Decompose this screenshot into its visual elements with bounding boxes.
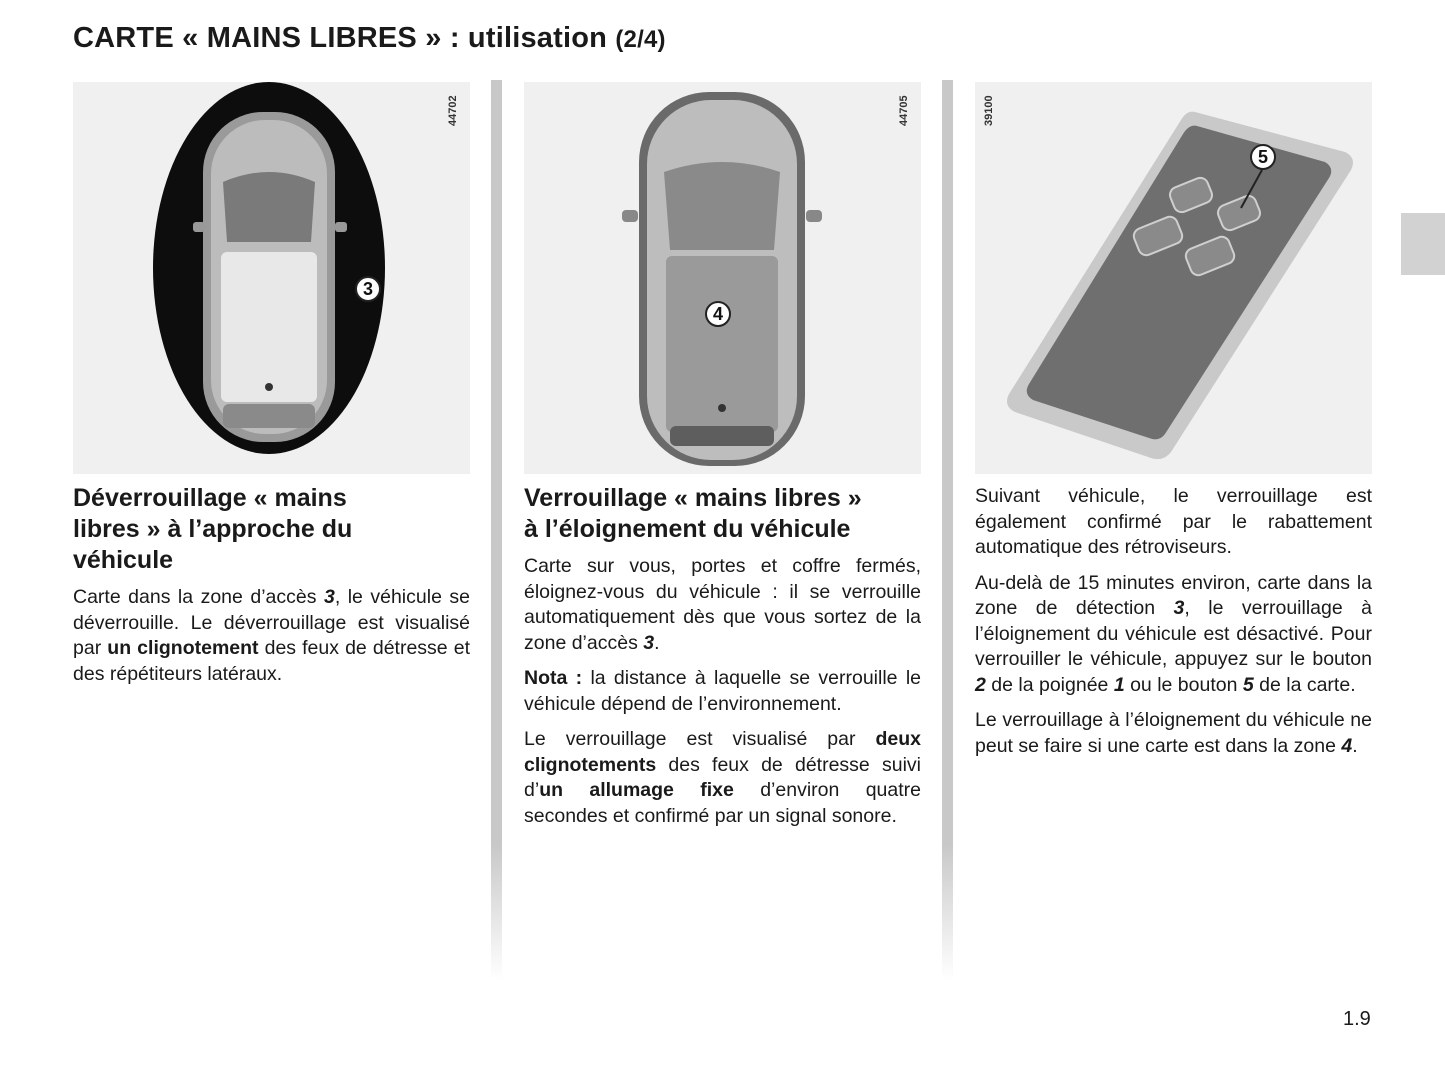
paragraph: Le verrouillage est visualisé par deux clignotements des feux de détresse suivi d’un allumage fixe d’environ quatre secondes et confirmé par un signal sonore. xyxy=(524,728,921,827)
paragraph: Carte dans la zone d’accès 3, le véhicule se déverrouille. Le déverrouillage est visualisé par un clignotement des feux de détresse et des répétiteurs latéraux. xyxy=(73,586,470,685)
car-lock-illustration xyxy=(524,82,921,474)
page-title xyxy=(73,22,666,55)
car-zone-illustration xyxy=(73,82,470,474)
callout-zone-4: 4 xyxy=(705,301,731,327)
heading-line: Déverrouillage « mains xyxy=(73,484,347,512)
callout-zone-3: 3 xyxy=(355,276,381,302)
figure-approach-zone xyxy=(73,82,470,474)
paragraph: Suivant véhicule, le verrouillage est également confirmé par le rabattement automatique des rétroviseurs. xyxy=(975,485,1372,558)
paragraph: Carte sur vous, portes et coffre fermés, éloignez-vous du véhicule : il se verrouille automatiquement dès que vous sortez de la zone d’accès 3. xyxy=(524,555,921,654)
figure-code: 44702 xyxy=(447,95,459,126)
heading-line: Verrouillage « mains libres » xyxy=(524,484,862,512)
heading-locking xyxy=(524,483,924,545)
nota-paragraph: Nota : la distance à laquelle se verrouille le véhicule dépend de l’environnement. xyxy=(524,667,922,715)
text-locking xyxy=(524,554,921,839)
title-subtitle: (2/4) xyxy=(615,26,666,53)
heading-unlocking xyxy=(73,483,473,576)
text-additional xyxy=(975,484,1372,769)
column-divider-1 xyxy=(491,80,502,980)
figure-code: 39100 xyxy=(983,95,995,126)
figure-code: 44705 xyxy=(898,95,910,126)
section-tab xyxy=(1401,213,1445,275)
heading-line: à l’éloignement du véhicule xyxy=(524,515,851,543)
paragraph: Au-delà de 15 minutes environ, carte dans la zone de détection 3, le verrouillage à l’éloignement du véhicule est désactivé. Pour verrouiller le véhicule, appuyez sur le bouton 2 de la poignée 1 ou le bouton 5 de la carte. xyxy=(975,571,1373,696)
figure-lock-zone xyxy=(524,82,921,474)
title-main: CARTE « MAINS LIBRES » : utilisation xyxy=(73,22,608,54)
text-unlocking xyxy=(73,585,470,697)
heading-line: véhicule xyxy=(73,546,174,574)
figure-card xyxy=(975,82,1372,474)
callout-button-5: 5 xyxy=(1250,144,1276,170)
paragraph: Le verrouillage à l’éloignement du véhicule ne peut se faire si une carte est dans la zone 4. xyxy=(975,709,1372,757)
keycard-illustration xyxy=(975,82,1372,474)
page-number: 1.9 xyxy=(1343,1008,1371,1030)
column-divider-2 xyxy=(942,80,953,980)
heading-line: libres » à l’approche du xyxy=(73,515,353,543)
